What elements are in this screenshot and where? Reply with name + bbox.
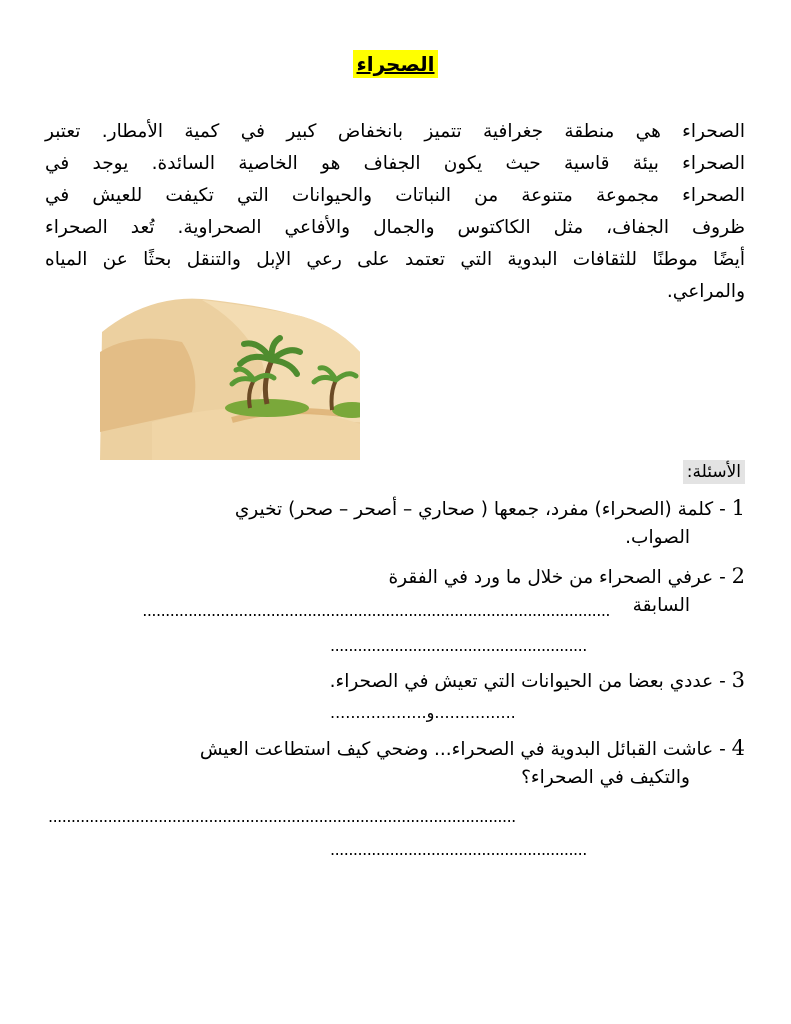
question-number: 3: [731, 668, 745, 692]
question-4: [200, 734, 745, 792]
paragraph-line: الصحراء بيئة قاسية حيث يكون الجفاف هو الخاصية السائدة. يوجد في: [45, 153, 745, 174]
answer-line[interactable]: ......................................................................................................: [142, 601, 610, 620]
question-number: 2: [731, 564, 745, 588]
question-line: [388, 562, 745, 592]
question-3: [330, 666, 745, 696]
question-line: [330, 666, 745, 696]
paragraph-line: أيضًا موطنًا للثقافات البدوية التي تعتمد على رعي الإبل والتنقل بحثًا عن المياه: [45, 249, 745, 270]
question-text-continued: السابقة: [632, 595, 690, 616]
paragraph-line: الصحراء مجموعة متنوعة من النباتات والحيوانات التي تكيفت للعيش في: [45, 185, 745, 206]
paragraph-line: والمراعي.: [666, 281, 745, 302]
question-line: [45, 494, 745, 524]
question-separator: -: [713, 671, 732, 692]
paragraph-line: الصحراء هي منطقة جغرافية تتميز بانخفاض كبير في كمية الأمطار. تعتبر: [45, 121, 745, 142]
question-separator: -: [713, 739, 732, 760]
questions-heading: الأسئلة:: [683, 460, 745, 484]
answer-line[interactable]: ........................................................: [330, 636, 587, 655]
question-1: [45, 494, 745, 552]
question-separator: -: [713, 499, 732, 520]
answer-line[interactable]: ................و...................: [330, 703, 516, 722]
answer-line[interactable]: ........................................................: [330, 840, 587, 859]
reading-paragraph: [45, 116, 745, 308]
question-text-continued: والتكيف في الصحراء؟: [521, 767, 690, 788]
question-text: عرفي الصحراء من خلال ما ورد في الفقرة: [388, 567, 714, 588]
question-line: [200, 734, 745, 764]
answer-line[interactable]: ......................................................................................................: [48, 807, 516, 826]
page-title: الصحراء: [353, 50, 437, 78]
question-number: 1: [731, 496, 745, 520]
question-number: 4: [731, 736, 745, 760]
paragraph-line: ظروف الجفاف، مثل الكاكتوس والجمال والأفاعي الصحراوية. تُعد الصحراء: [45, 217, 745, 238]
question-text: كلمة (الصحراء) مفرد، جمعها ( صحاري – أصحر – صحر) تخيري: [234, 499, 714, 520]
question-text-continued: الصواب.: [625, 527, 690, 548]
question-text: عددي بعضا من الحيوانات التي تعيش في الصحراء.: [329, 671, 714, 692]
desert-illustration: [92, 292, 360, 460]
question-text: عاشت القبائل البدوية في الصحراء... وضحي كيف استطاعت العيش: [199, 739, 714, 760]
question-separator: -: [713, 567, 732, 588]
title-wrapper: [0, 50, 791, 78]
